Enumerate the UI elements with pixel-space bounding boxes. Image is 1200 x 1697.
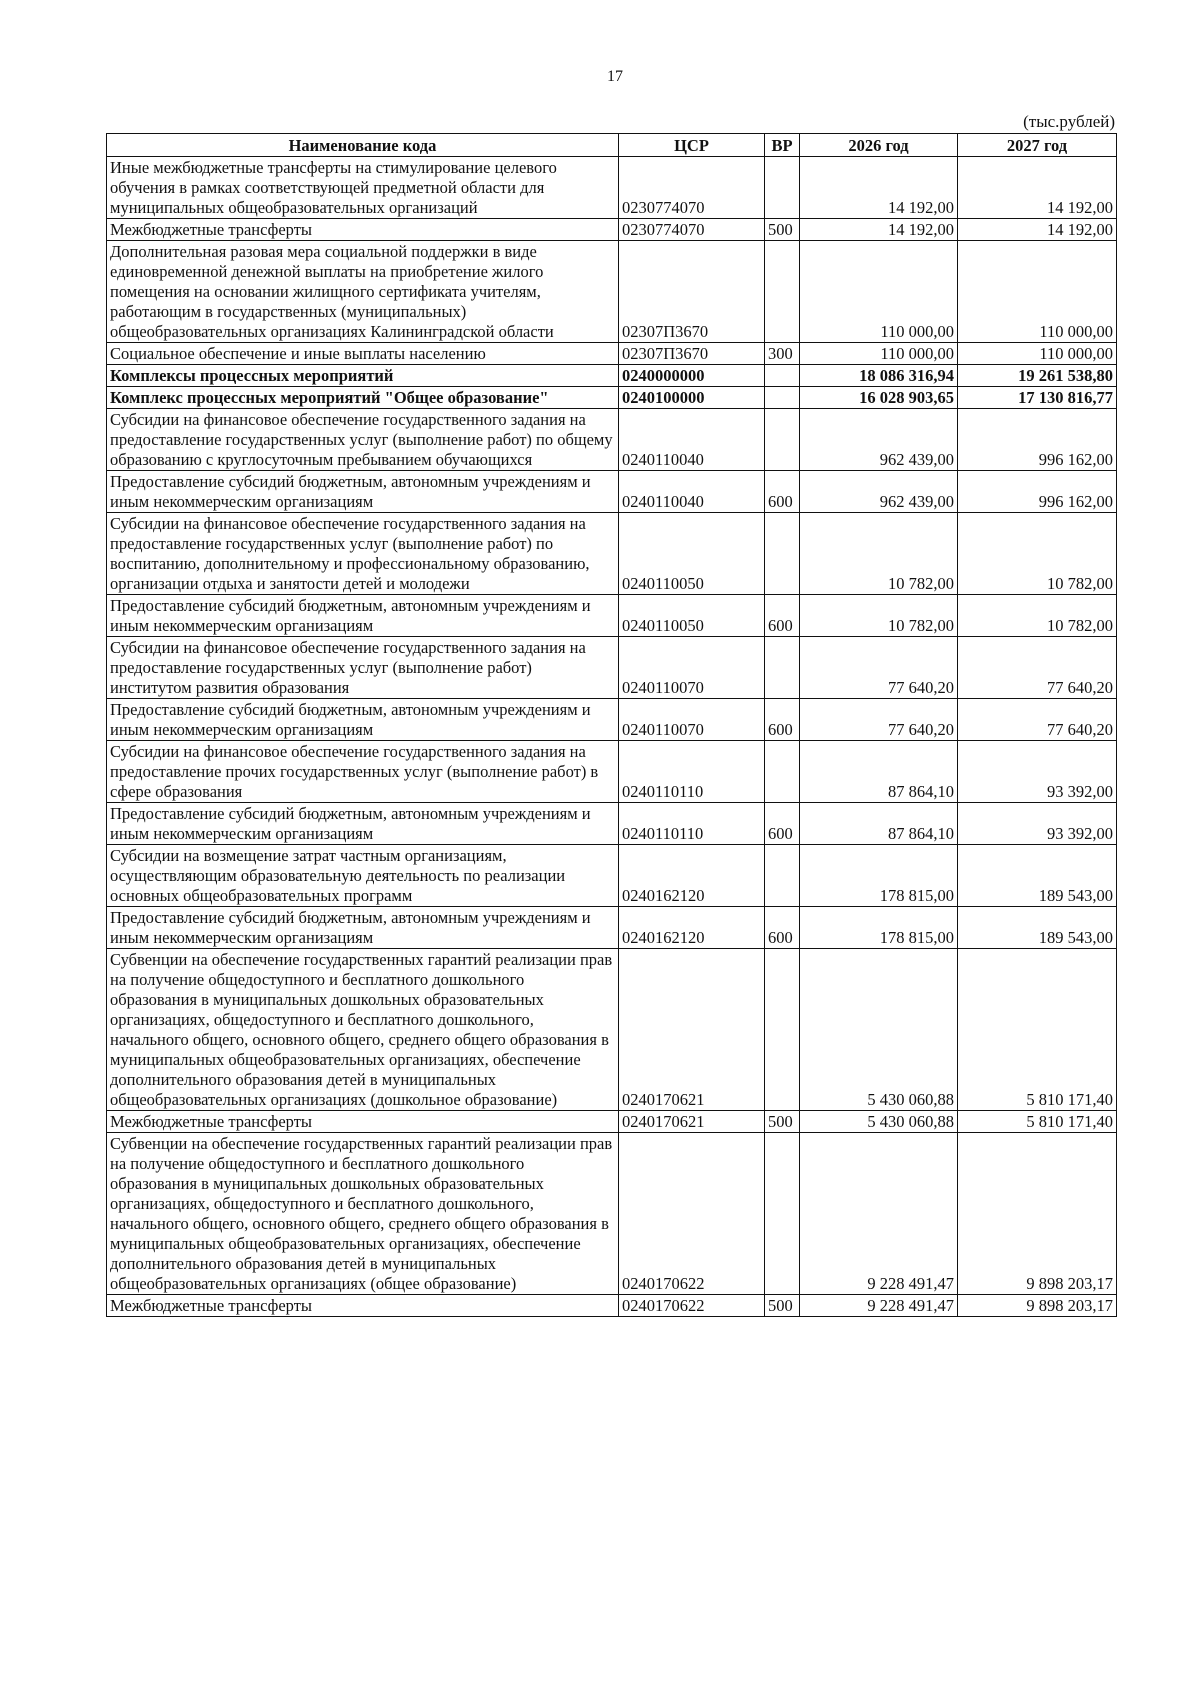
row-name-cell: Межбюджетные трансферты xyxy=(107,1295,619,1317)
row-2027-cell: 996 162,00 xyxy=(958,409,1117,471)
row-2027-cell: 5 810 171,40 xyxy=(958,949,1117,1111)
row-name-cell: Иные межбюджетные трансферты на стимулирование целевого обучения в рамках соответствующей предметной области для муниципальных общеобразовательных организаций xyxy=(107,157,619,219)
row-vr-cell: 600 xyxy=(765,803,800,845)
table-row xyxy=(107,637,1117,699)
row-2027-cell: 17 130 816,77 xyxy=(958,387,1117,409)
page-number: 17 xyxy=(607,68,623,85)
row-name-cell: Социальное обеспечение и иные выплаты населению xyxy=(107,343,619,365)
row-name-cell: Предоставление субсидий бюджетным, автономным учреждениям и иным некоммерческим организациям xyxy=(107,699,619,741)
row-2026-cell: 962 439,00 xyxy=(800,471,958,513)
row-vr-cell xyxy=(765,157,800,219)
table-row xyxy=(107,241,1117,343)
row-2027-cell: 5 810 171,40 xyxy=(958,1111,1117,1133)
row-name-cell: Межбюджетные трансферты xyxy=(107,1111,619,1133)
row-csr-cell: 0240162120 xyxy=(619,845,765,907)
row-name-cell: Межбюджетные трансферты xyxy=(107,219,619,241)
row-2027-cell: 9 898 203,17 xyxy=(958,1295,1117,1317)
table-row xyxy=(107,907,1117,949)
row-name-cell: Субсидии на возмещение затрат частным организациям, осуществляющим образовательную деятельность по реализации основных общеобразовательных программ xyxy=(107,845,619,907)
row-name-cell: Комплексы процессных мероприятий xyxy=(107,365,619,387)
row-2026-cell: 10 782,00 xyxy=(800,513,958,595)
table-row xyxy=(107,949,1117,1111)
table-row xyxy=(107,387,1117,409)
row-csr-cell: 0240170622 xyxy=(619,1295,765,1317)
row-csr-cell: 0240110040 xyxy=(619,409,765,471)
row-csr-cell: 0240110070 xyxy=(619,637,765,699)
row-vr-cell xyxy=(765,637,800,699)
row-2026-cell: 87 864,10 xyxy=(800,803,958,845)
row-vr-cell: 500 xyxy=(765,1295,800,1317)
row-name-cell: Предоставление субсидий бюджетным, автономным учреждениям и иным некоммерческим организациям xyxy=(107,595,619,637)
row-name-cell: Субсидии на финансовое обеспечение государственного задания на предоставление государственных услуг (выполнение работ) институтом развития образования xyxy=(107,637,619,699)
table-body xyxy=(107,157,1117,1317)
header-csr: ЦСР xyxy=(619,134,765,157)
row-csr-cell: 0240110110 xyxy=(619,803,765,845)
row-csr-cell: 0230774070 xyxy=(619,157,765,219)
row-2027-cell: 9 898 203,17 xyxy=(958,1133,1117,1295)
row-csr-cell: 0240162120 xyxy=(619,907,765,949)
row-name-cell: Дополнительная разовая мера социальной поддержки в виде единовременной денежной выплаты на приобретение жилого помещения на основании жилищного сертификата учителям, работающим в государственных (муниципальных) общеобразовательных организациях Калининградской области xyxy=(107,241,619,343)
row-csr-cell: 0240110070 xyxy=(619,699,765,741)
row-vr-cell: 600 xyxy=(765,907,800,949)
row-2026-cell: 9 228 491,47 xyxy=(800,1295,958,1317)
row-name-cell: Субвенции на обеспечение государственных гарантий реализации прав на получение общедоступного и бесплатного дошкольного образования в муниципальных дошкольных образовательных организациях, общедоступного и бесплатного дошкольного, начального общего, основного общего, среднего общего образования в муниципальных общеобразовательных организациях, обеспечение дополнительного образования детей в муниципальных общеобразовательных организациях (дошкольное образование) xyxy=(107,949,619,1111)
row-2026-cell: 10 782,00 xyxy=(800,595,958,637)
row-csr-cell: 0240100000 xyxy=(619,387,765,409)
row-2026-cell: 5 430 060,88 xyxy=(800,1111,958,1133)
row-2027-cell: 189 543,00 xyxy=(958,907,1117,949)
row-csr-cell: 0240110050 xyxy=(619,595,765,637)
row-vr-cell xyxy=(765,845,800,907)
row-csr-cell: 0240110040 xyxy=(619,471,765,513)
header-2027: 2027 год xyxy=(958,134,1117,157)
row-name-cell: Комплекс процессных мероприятий "Общее образование" xyxy=(107,387,619,409)
units-label: (тыс.рублей) xyxy=(1023,112,1115,131)
row-name-cell: Субсидии на финансовое обеспечение государственного задания на предоставление прочих государственных услуг (выполнение работ) в сфере образования xyxy=(107,741,619,803)
row-csr-cell: 0240000000 xyxy=(619,365,765,387)
header-row xyxy=(107,134,1117,157)
row-name-cell: Субвенции на обеспечение государственных гарантий реализации прав на получение общедоступного и бесплатного дошкольного образования в муниципальных дошкольных образовательных организациях, общедоступного и бесплатного дошкольного, начального общего, основного общего, среднего общего образования в муниципальных общеобразовательных организациях, обеспечение дополнительного образования детей в муниципальных общеобразовательных организациях (общее образование) xyxy=(107,1133,619,1295)
row-2026-cell: 178 815,00 xyxy=(800,907,958,949)
row-2027-cell: 189 543,00 xyxy=(958,845,1117,907)
header-name: Наименование кода xyxy=(107,134,619,157)
row-2027-cell: 10 782,00 xyxy=(958,595,1117,637)
table-row xyxy=(107,219,1117,241)
row-csr-cell: 02307П3670 xyxy=(619,241,765,343)
row-2027-cell: 110 000,00 xyxy=(958,241,1117,343)
row-vr-cell: 600 xyxy=(765,471,800,513)
row-2026-cell: 5 430 060,88 xyxy=(800,949,958,1111)
row-vr-cell xyxy=(765,949,800,1111)
row-vr-cell xyxy=(765,741,800,803)
row-2026-cell: 14 192,00 xyxy=(800,157,958,219)
table-row xyxy=(107,365,1117,387)
header-2026: 2026 год xyxy=(800,134,958,157)
row-csr-cell: 0230774070 xyxy=(619,219,765,241)
header-vr: ВР xyxy=(765,134,800,157)
row-csr-cell: 0240170621 xyxy=(619,949,765,1111)
table-row xyxy=(107,157,1117,219)
row-name-cell: Субсидии на финансовое обеспечение государственного задания на предоставление государственных услуг (выполнение работ) по воспитанию, дополнительному и профессиональному образованию, организации отдыха и занятости детей и молодежи xyxy=(107,513,619,595)
row-csr-cell: 0240110110 xyxy=(619,741,765,803)
row-vr-cell: 300 xyxy=(765,343,800,365)
row-2026-cell: 77 640,20 xyxy=(800,637,958,699)
row-2027-cell: 19 261 538,80 xyxy=(958,365,1117,387)
row-2026-cell: 77 640,20 xyxy=(800,699,958,741)
row-2026-cell: 18 086 316,94 xyxy=(800,365,958,387)
row-2027-cell: 77 640,20 xyxy=(958,699,1117,741)
table-row xyxy=(107,1133,1117,1295)
row-name-cell: Предоставление субсидий бюджетным, автономным учреждениям и иным некоммерческим организациям xyxy=(107,803,619,845)
row-vr-cell xyxy=(765,1133,800,1295)
row-2026-cell: 962 439,00 xyxy=(800,409,958,471)
row-csr-cell: 0240170621 xyxy=(619,1111,765,1133)
row-2026-cell: 110 000,00 xyxy=(800,343,958,365)
row-2026-cell: 178 815,00 xyxy=(800,845,958,907)
row-csr-cell: 0240170622 xyxy=(619,1133,765,1295)
table-row xyxy=(107,595,1117,637)
row-vr-cell xyxy=(765,387,800,409)
row-csr-cell: 02307П3670 xyxy=(619,343,765,365)
row-2027-cell: 14 192,00 xyxy=(958,157,1117,219)
table-row xyxy=(107,1111,1117,1133)
row-2027-cell: 110 000,00 xyxy=(958,343,1117,365)
table-row xyxy=(107,343,1117,365)
row-2027-cell: 14 192,00 xyxy=(958,219,1117,241)
row-2027-cell: 996 162,00 xyxy=(958,471,1117,513)
table-row xyxy=(107,803,1117,845)
table-row xyxy=(107,409,1117,471)
row-2026-cell: 110 000,00 xyxy=(800,241,958,343)
row-name-cell: Субсидии на финансовое обеспечение государственного задания на предоставление государственных услуг (выполнение работ) по общему образованию с круглосуточным пребыванием обучающихся xyxy=(107,409,619,471)
row-vr-cell xyxy=(765,409,800,471)
row-csr-cell: 0240110050 xyxy=(619,513,765,595)
table-row xyxy=(107,699,1117,741)
row-vr-cell: 600 xyxy=(765,699,800,741)
row-2026-cell: 87 864,10 xyxy=(800,741,958,803)
table-row xyxy=(107,471,1117,513)
row-2026-cell: 16 028 903,65 xyxy=(800,387,958,409)
table-row xyxy=(107,741,1117,803)
table-row xyxy=(107,1295,1117,1317)
row-vr-cell: 500 xyxy=(765,219,800,241)
row-vr-cell: 500 xyxy=(765,1111,800,1133)
row-vr-cell: 600 xyxy=(765,595,800,637)
row-name-cell: Предоставление субсидий бюджетным, автономным учреждениям и иным некоммерческим организациям xyxy=(107,471,619,513)
row-2026-cell: 14 192,00 xyxy=(800,219,958,241)
row-vr-cell xyxy=(765,365,800,387)
row-vr-cell xyxy=(765,241,800,343)
row-name-cell: Предоставление субсидий бюджетным, автономным учреждениям и иным некоммерческим организациям xyxy=(107,907,619,949)
row-vr-cell xyxy=(765,513,800,595)
row-2027-cell: 77 640,20 xyxy=(958,637,1117,699)
table-row xyxy=(107,513,1117,595)
row-2027-cell: 93 392,00 xyxy=(958,803,1117,845)
row-2027-cell: 10 782,00 xyxy=(958,513,1117,595)
row-2026-cell: 9 228 491,47 xyxy=(800,1133,958,1295)
table-row xyxy=(107,845,1117,907)
budget-table xyxy=(106,133,1117,1317)
row-2027-cell: 93 392,00 xyxy=(958,741,1117,803)
